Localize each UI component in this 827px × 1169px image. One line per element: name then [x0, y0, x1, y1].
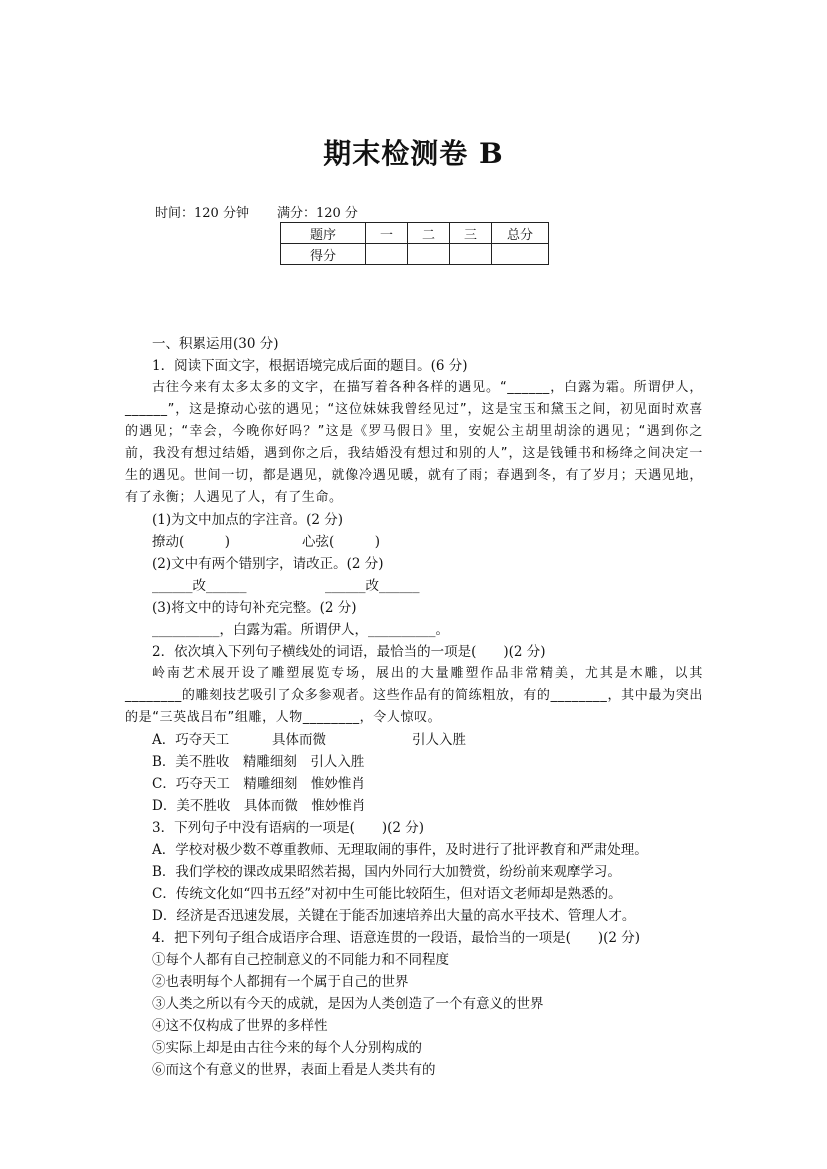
score-cell[interactable] — [366, 244, 408, 265]
question-2-passage: 岭南艺术展开设了雕塑展览专场，展出的大量雕塑作品非常精美，尤其是木雕，以其________的雕刻技艺吸引了众多参观者。这些作品有的简练粗放，有的________，其中最为突出的是“三英战吕布”组雕，人物________，令人惊叹。 — [125, 666, 703, 725]
score-cell[interactable] — [492, 244, 549, 265]
correction-blank-2[interactable]: ______改______ — [325, 578, 420, 594]
sentence-item: ①每个人都有自己控制意义的不同能力和不同程度 — [152, 952, 449, 968]
option-a-word-3: 引人入胜 — [412, 732, 466, 748]
score-table-header: 一 — [366, 223, 408, 244]
option-a-word-1: A．巧夺天工 — [152, 732, 230, 748]
option-d[interactable]: D．经济是否迅速发展，关键在于能否加速培养出大量的高水平技术、管理人才。 — [152, 908, 636, 924]
exam-meta — [155, 202, 358, 221]
score-row-label: 得分 — [281, 244, 366, 265]
poem-fill-line[interactable]: __________，白露为霜。所谓伊人，__________。 — [152, 622, 449, 638]
sentence-item: ⑥而这个有意义的世界，表面上看是人类共有的 — [152, 1062, 436, 1078]
option-b[interactable]: B．美不胜收 精雕细刻 引人入胜 — [152, 754, 365, 770]
question-1-passage: 古往今来有太多太多的文字，在描写着各种各样的遇见。“______，白露为霜。所谓伊人，______”，这是撩动心弦的遇见；“这位妹妹我曾经见过”，这是宝玉和黛玉之间，初见面时欢喜的遇见；“幸会，今晚你好吗？”这是《罗马假日》里，安妮公主胡里胡涂的遇见；“遇到你之前，我没有想过结婚，遇到你之后，我结婚没有想过和别的人”，这是钱锺书和杨绛之间决定一生的遇见。世间一切，都是遇见，就像冷遇见暖，就有了雨；春遇到冬，有了岁月；天遇见地，有了永衡；人遇见了人，有了生命。 — [125, 380, 703, 505]
correction-blank-1[interactable]: ______改______ — [152, 578, 247, 594]
option-c[interactable]: C．巧夺天工 精雕细刻 惟妙惟肖 — [152, 776, 365, 792]
score-cell[interactable] — [450, 244, 492, 265]
question-1-sub1-answers — [125, 531, 703, 553]
score-table-header: 二 — [408, 223, 450, 244]
question-1-sub1: (1)为文中加点的字注音。(2 分) — [152, 512, 344, 528]
option-d[interactable]: D．美不胜收 具体而微 惟妙惟肖 — [152, 798, 366, 814]
exam-content — [125, 333, 703, 1081]
score-table — [280, 222, 549, 265]
sentence-item: ⑤实际上却是由古往今来的每个人分别构成的 — [152, 1040, 422, 1056]
full-score: 满分：120 分 — [276, 206, 358, 221]
sentence-item: ④这不仅构成了世界的多样性 — [152, 1018, 328, 1034]
question-2-stem: 2．依次填入下列句子横线处的词语，最恰当的一项是( )(2 分) — [152, 644, 546, 660]
question-1-stem: 1．阅读下面文字，根据语境完成后面的题目。(6 分) — [152, 358, 468, 374]
option-a[interactable]: A．学校对极少数不尊重教师、无理取闹的事件，及时进行了批评教育和严肃处理。 — [152, 842, 648, 858]
question-1-sub3: (3)将文中的诗句补充完整。(2 分) — [152, 600, 357, 616]
question-4-stem: 4．把下列句子组合成语序合理、语意连贯的一段语，最恰当的一项是( )(2 分) — [152, 930, 641, 946]
score-table-header: 题序 — [281, 223, 366, 244]
option-c[interactable]: C．传统文化如“四书五经”对初中生可能比较陌生，但对语文老师却是熟悉的。 — [152, 886, 622, 902]
option-b[interactable]: B．我们学校的课改成果昭然若揭，国内外同行大加赞赏，纷纷前来观摩学习。 — [152, 864, 621, 880]
pinyin-blank-1[interactable]: 撩动( ) — [152, 534, 231, 550]
score-table-header-row — [281, 223, 549, 244]
section-heading: 一、积累运用(30 分) — [152, 336, 279, 352]
pinyin-blank-2[interactable]: 心弦( ) — [302, 534, 381, 550]
question-1-sub2-answers — [125, 575, 703, 597]
time-limit: 时间：120 分钟 — [155, 206, 249, 221]
question-1-sub2: (2)文中有两个错别字，请改正。(2 分) — [152, 556, 384, 572]
page-title: 期末检测卷 B — [323, 137, 504, 170]
score-table-score-row — [281, 244, 549, 265]
option-a[interactable] — [125, 729, 703, 751]
sentence-item: ③人类之所以有今天的成就，是因为人类创造了一个有意义的世界 — [152, 996, 544, 1012]
question-3-stem: 3．下列句子中没有语病的一项是( )(2 分) — [152, 820, 425, 836]
sentence-item: ②也表明每个人都拥有一个属于自己的世界 — [152, 974, 409, 990]
option-a-word-2: 具体而微 — [272, 732, 326, 748]
score-cell[interactable] — [408, 244, 450, 265]
score-table-header: 三 — [450, 223, 492, 244]
score-table-header: 总分 — [492, 223, 549, 244]
